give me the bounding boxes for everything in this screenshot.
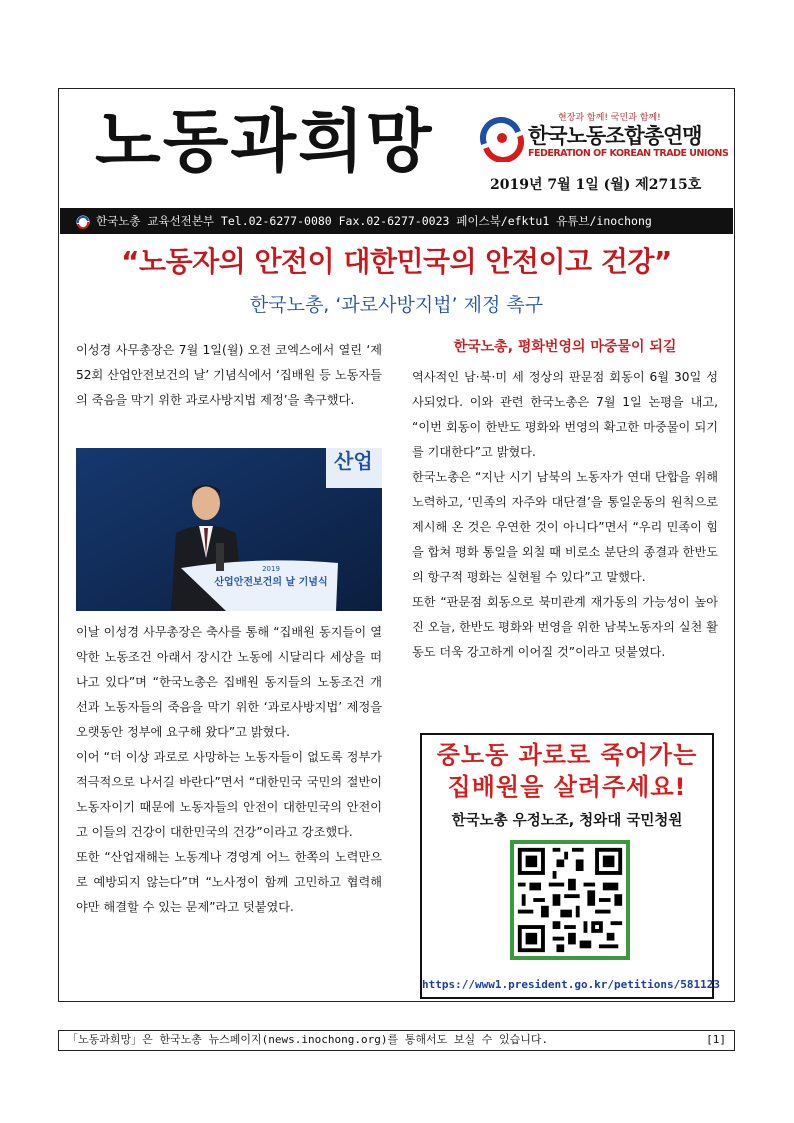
stage-year: 2019 [262, 565, 280, 573]
ad-subtitle: 한국노총 우정노조, 청와대 국민청원 [451, 813, 683, 829]
fktu-small-logo-icon [76, 215, 90, 229]
side-article-title: 한국노총, 평화번영의 마중물이 되길 [453, 339, 677, 355]
article-body-top [76, 338, 382, 413]
infobar-text: 한국노총 교육선전본부 Tel.02-6277-0080 Fax.02-6277-0023 페이스북/efktu1 유튜브/inochong [96, 214, 652, 228]
ad-headline-line-1: 중노동 과로로 죽어가는 [436, 741, 698, 769]
article-paragraph: 이날 이성경 사무총장은 축사를 통해 “집배원 동지들이 열악한 노동조건 아래서 장시간 노동에 시달리다 세상을 떠나고 있다”며 “한국노총은 집배원 동지들의 노동조건 개선과 노동자들의 죽음을 막기 위한 ‘과로사방지법’ 제정을 오랫동안 정부에 요구해 왔다”고 밝혔다. [76, 625, 382, 739]
stage-title: 산업안전보건의 날 기념식 [214, 577, 328, 588]
issue-date: 2019년 7월 1일 (월) 제2715호 [490, 177, 702, 193]
org-name-english: FEDERATION OF KOREAN TRADE UNIONS [528, 148, 729, 159]
qr-code-icon[interactable] [510, 840, 630, 960]
org-slogan: 현장과 함께! 국민과 함께! [558, 113, 661, 123]
page-footer [58, 1030, 735, 1051]
contact-infobar [60, 208, 733, 234]
side-article-paragraph: 또한 “판문점 회동으로 북미관계 재가동의 가능성이 높아진 오늘, 한반도 평화와 번영을 위한 남북노동자의 실천 활동도 더욱 강고하게 이어질 것”이라고 덧붙였다. [412, 595, 718, 659]
side-article-paragraph: 역사적인 남·북·미 세 정상의 판문점 회동이 6월 30일 성사되었다. 이와 관련 한국노총은 7월 1일 논평을 내고, “이번 회동이 한반도 평화와 번영의 확고한 마중물이 되기를 기대한다”고 밝혔다. [412, 370, 718, 459]
article-photo [76, 448, 382, 611]
page-number: [1] [706, 1033, 726, 1046]
org-block [478, 110, 728, 170]
fktu-logo-icon [478, 114, 526, 162]
petition-link[interactable]: https://www1.president.go.kr/petitions/581123 [422, 978, 721, 991]
speaker-at-podium-image [76, 448, 382, 611]
side-article [412, 337, 718, 665]
masthead-title: 노동과희망 [95, 102, 434, 182]
article-headline: “노동자의 안전이 대한민국의 안전이고 건강” [121, 245, 672, 278]
backdrop-text: 산업 [334, 449, 373, 473]
article-body-bottom [76, 620, 382, 920]
article-subheadline: 한국노총, ‘과로사방지법’ 제정 촉구 [249, 294, 544, 316]
footer-text: 「노동과희망」은 한국노총 뉴스페이지(news.inochong.org)를 통해서도 보실 수 있습니다. [67, 1033, 549, 1046]
petition-ad-box [420, 733, 721, 999]
article-paragraph: 이성경 사무총장은 7월 1일(월) 오전 코엑스에서 열린 ‘제52회 산업안전보건의 날’ 기념식에서 ‘집배원 등 노동자들의 죽음을 막기 위한 과로사방지법 제정’을 촉구했다. [76, 343, 382, 407]
org-name: 한국노동조합총연맹 [528, 124, 702, 148]
ad-headline-line-2: 집배원을 살려주세요! [447, 773, 687, 801]
side-article-paragraph: 한국노총은 “지난 시기 남북의 노동자가 연대 단합을 위해 노력하고, ‘민족의 자주와 대단결’을 통일운동의 원칙으로 제시해 온 것은 우연한 것이 아니다”면서 “우리 민족이 힘을 합쳐 평화 통일을 외칠 때 비로소 분단의 종결과 한반도의 항구적 평화는 실현될 수 있다”고 말했다. [412, 470, 718, 584]
article-paragraph: 이어 “더 이상 과로로 사망하는 노동자들이 없도록 정부가 적극적으로 나서길 바란다”면서 “대한민국 국민의 절반이 노동자이기 때문에 노동자들의 안전이 대한민국의 안전이고 이들의 건강이 대한민국의 건강”이라고 강조했다. [76, 750, 382, 839]
article-paragraph: 또한 “산업재해는 노동계나 경영계 어느 한쪽의 노력만으로 예방되지 않는다”며 “노사정이 함께 고민하고 협력해야만 해결할 수 있는 문제”라고 덧붙였다. [76, 850, 382, 914]
